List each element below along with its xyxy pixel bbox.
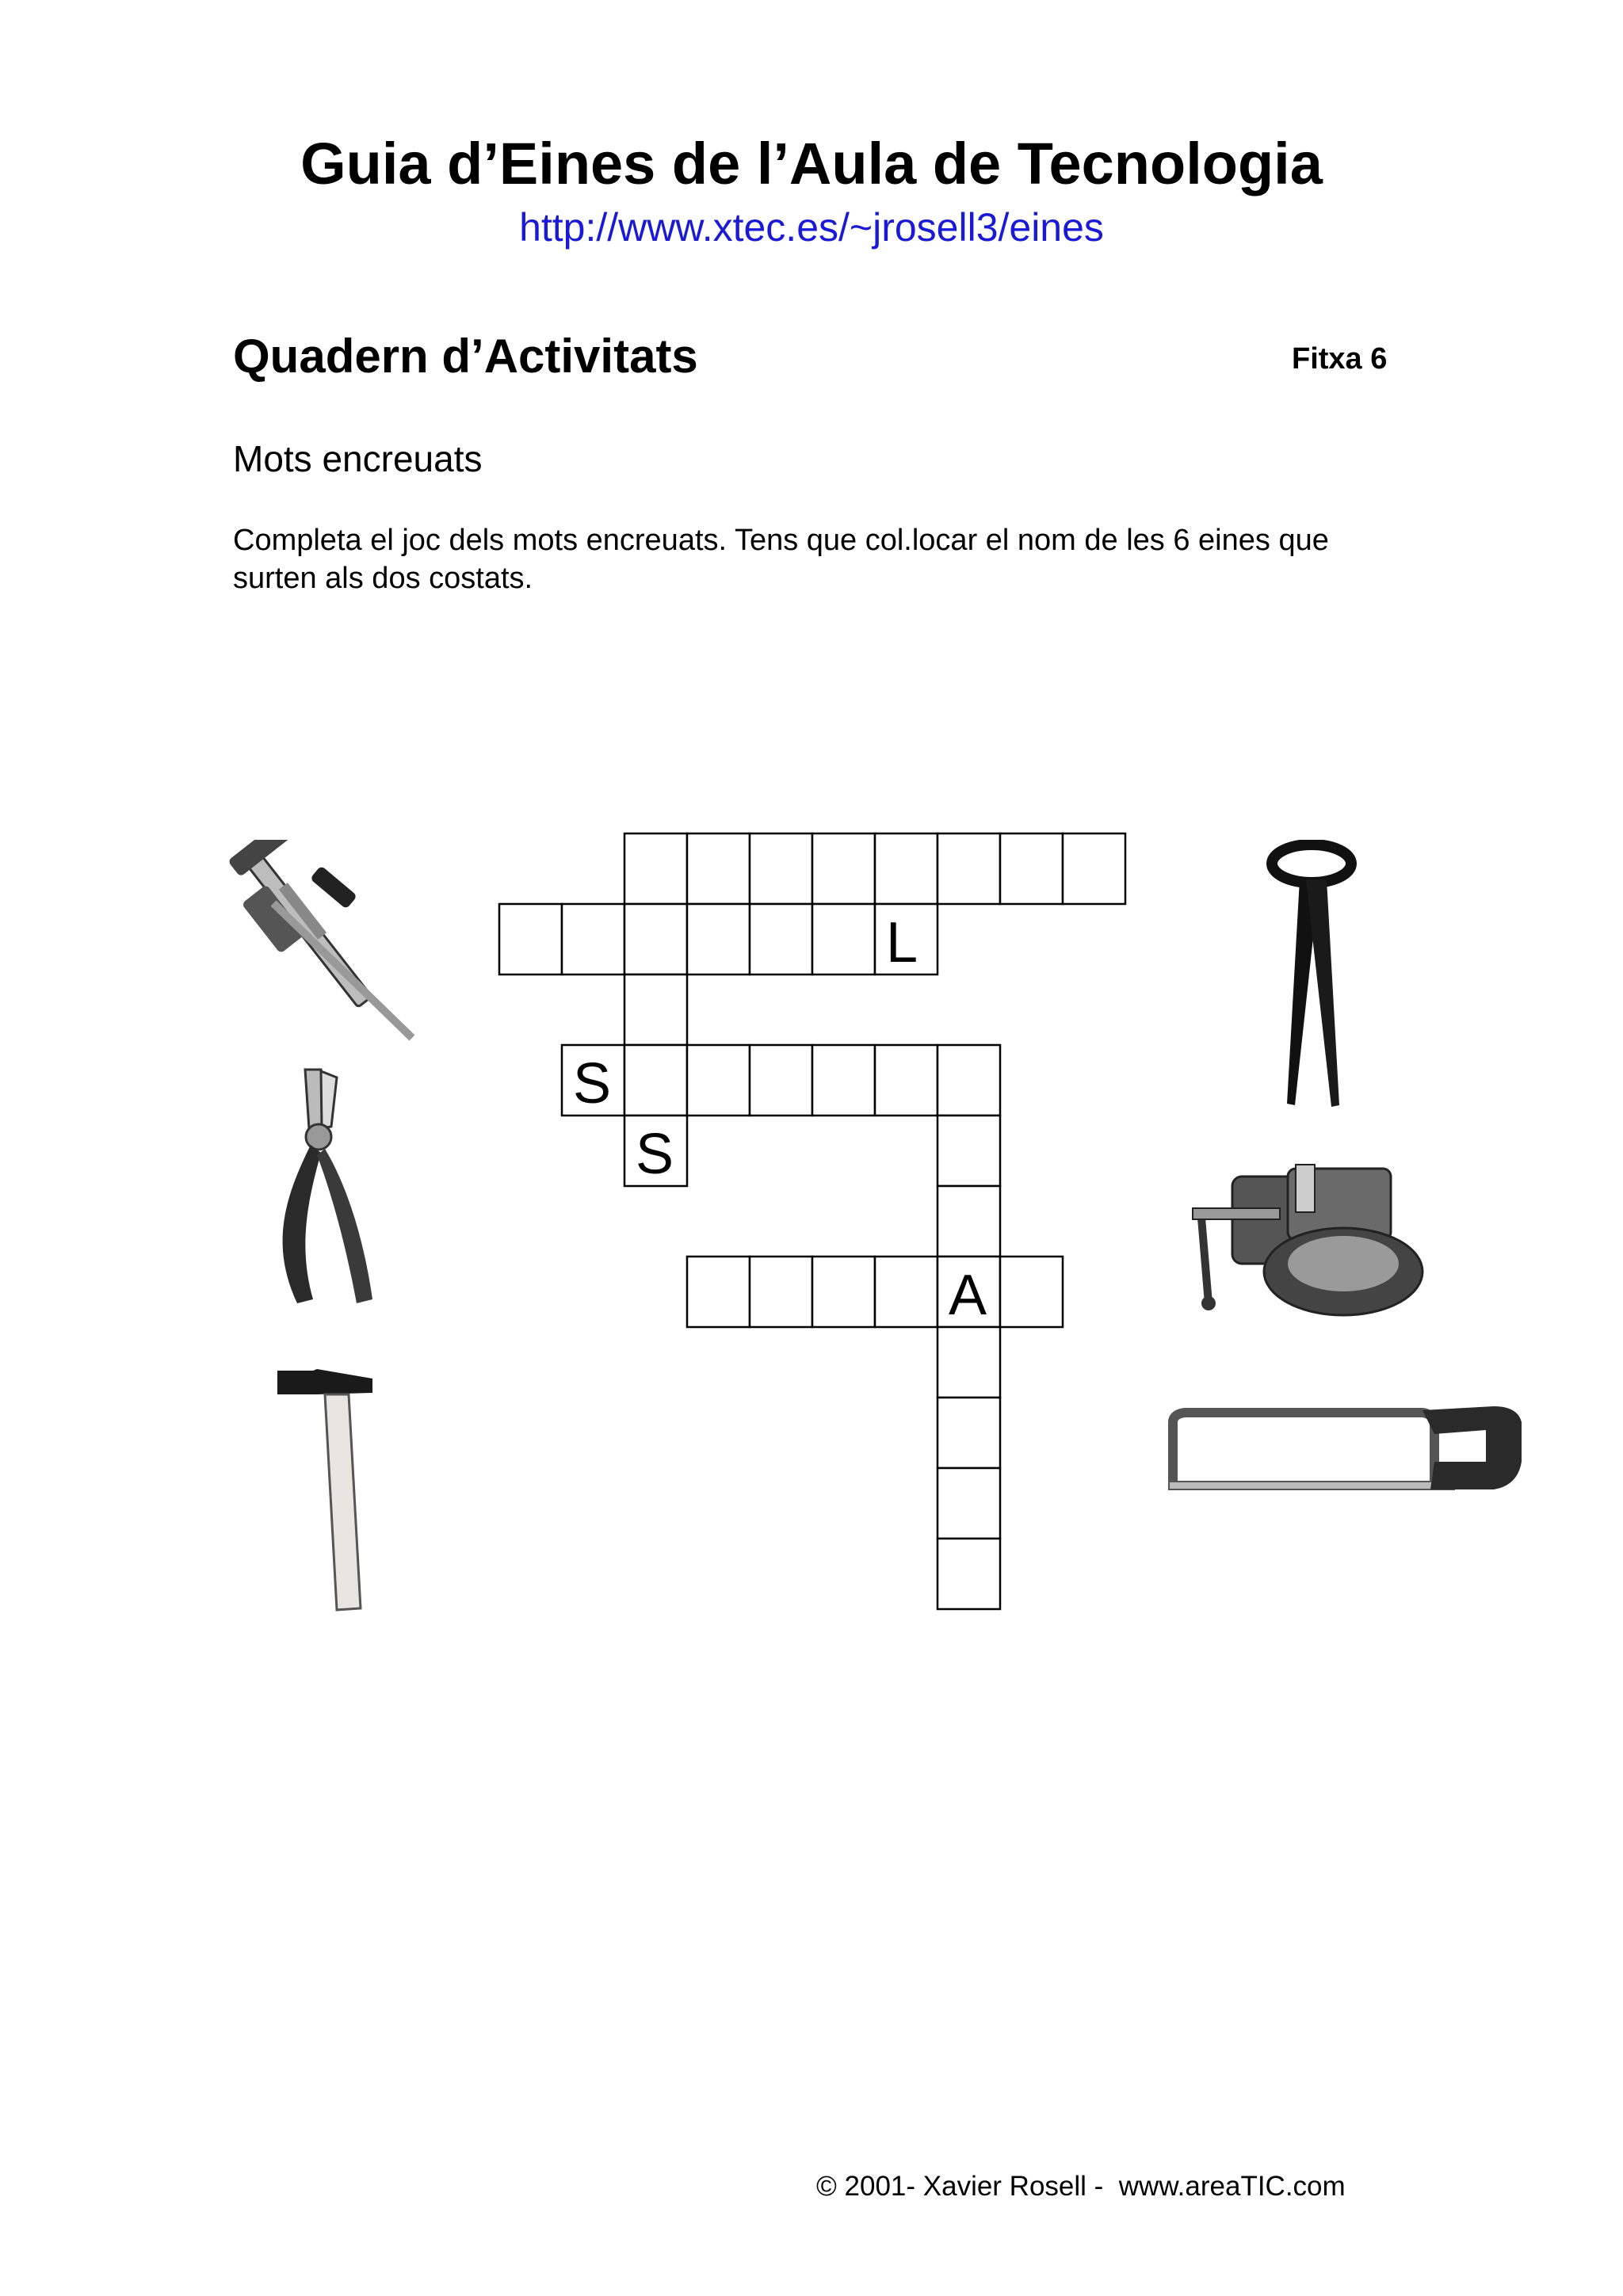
crossword-cell[interactable]	[1000, 833, 1063, 904]
crossword-cell[interactable]	[687, 1257, 750, 1327]
crossword-cell[interactable]	[1063, 833, 1125, 904]
pliers-icon	[262, 1062, 388, 1315]
crossword-cell[interactable]	[875, 1045, 938, 1116]
crossword-cell[interactable]	[938, 1468, 1000, 1539]
crossword-cell[interactable]	[875, 904, 938, 974]
crossword-cell[interactable]	[687, 833, 750, 904]
crossword-cell[interactable]	[624, 904, 687, 974]
crossword-given-letter: A	[949, 1264, 987, 1327]
crossword-cell[interactable]	[687, 904, 750, 974]
crossword-given-letter: S	[636, 1123, 674, 1186]
crossword-cell[interactable]	[812, 1045, 875, 1116]
crossword-cell[interactable]	[938, 1539, 1000, 1609]
activity-subtitle: Mots encreuats	[233, 438, 483, 479]
section-title: Quadern d’Activitats	[233, 330, 698, 383]
crossword-cell[interactable]	[624, 1116, 687, 1186]
sheet-number: Fitxa 6	[1292, 342, 1388, 376]
crossword-cell[interactable]	[938, 1186, 1000, 1257]
pincers-icon	[1260, 840, 1363, 1109]
document-title: Guia d’Eines de l’Aula de Tecnologia	[300, 131, 1323, 196]
crossword-cell[interactable]	[750, 1045, 812, 1116]
crossword-cell[interactable]	[750, 833, 812, 904]
crossword-given-letter: L	[886, 911, 918, 974]
crossword-cell[interactable]	[687, 1045, 750, 1116]
crossword-cell[interactable]	[875, 1257, 938, 1327]
crossword-cell[interactable]	[812, 833, 875, 904]
activity-instructions: Completa el joc dels mots encreuats. Tens que col.locar el nom de les 6 eines que surten als dos costats.	[233, 524, 1329, 595]
clamp-icon	[226, 840, 416, 1046]
crossword-cell[interactable]	[938, 1398, 1000, 1468]
crossword-cell[interactable]	[562, 1045, 624, 1116]
crossword-cell[interactable]	[624, 974, 687, 1045]
hacksaw-icon	[1161, 1398, 1526, 1517]
bench-vise-icon	[1185, 1161, 1438, 1323]
crossword-cell[interactable]	[562, 904, 624, 974]
crossword-cell[interactable]	[812, 1257, 875, 1327]
crossword-cell[interactable]	[624, 1045, 687, 1116]
crossword-cell[interactable]	[938, 833, 1000, 904]
footer-copyright: © 2001- Xavier Rosell - www.areaTIC.com	[816, 2171, 1346, 2202]
crossword-cell[interactable]	[812, 904, 875, 974]
crossword-cell[interactable]	[750, 904, 812, 974]
crossword-cell[interactable]	[1000, 1257, 1063, 1327]
crossword-cell[interactable]	[750, 1257, 812, 1327]
crossword-cell[interactable]	[499, 904, 562, 974]
crossword-given-letter: S	[573, 1052, 612, 1116]
crossword-cell[interactable]	[938, 1257, 1000, 1327]
crossword-cell[interactable]	[938, 1116, 1000, 1186]
document-url-link[interactable]: http://www.xtec.es/~jrosell3/eines	[519, 205, 1104, 250]
crossword-cell[interactable]	[938, 1045, 1000, 1116]
crossword-cell[interactable]	[938, 1327, 1000, 1398]
hammer-icon	[273, 1363, 384, 1616]
crossword-cell[interactable]	[875, 833, 938, 904]
crossword-cell[interactable]	[624, 833, 687, 904]
